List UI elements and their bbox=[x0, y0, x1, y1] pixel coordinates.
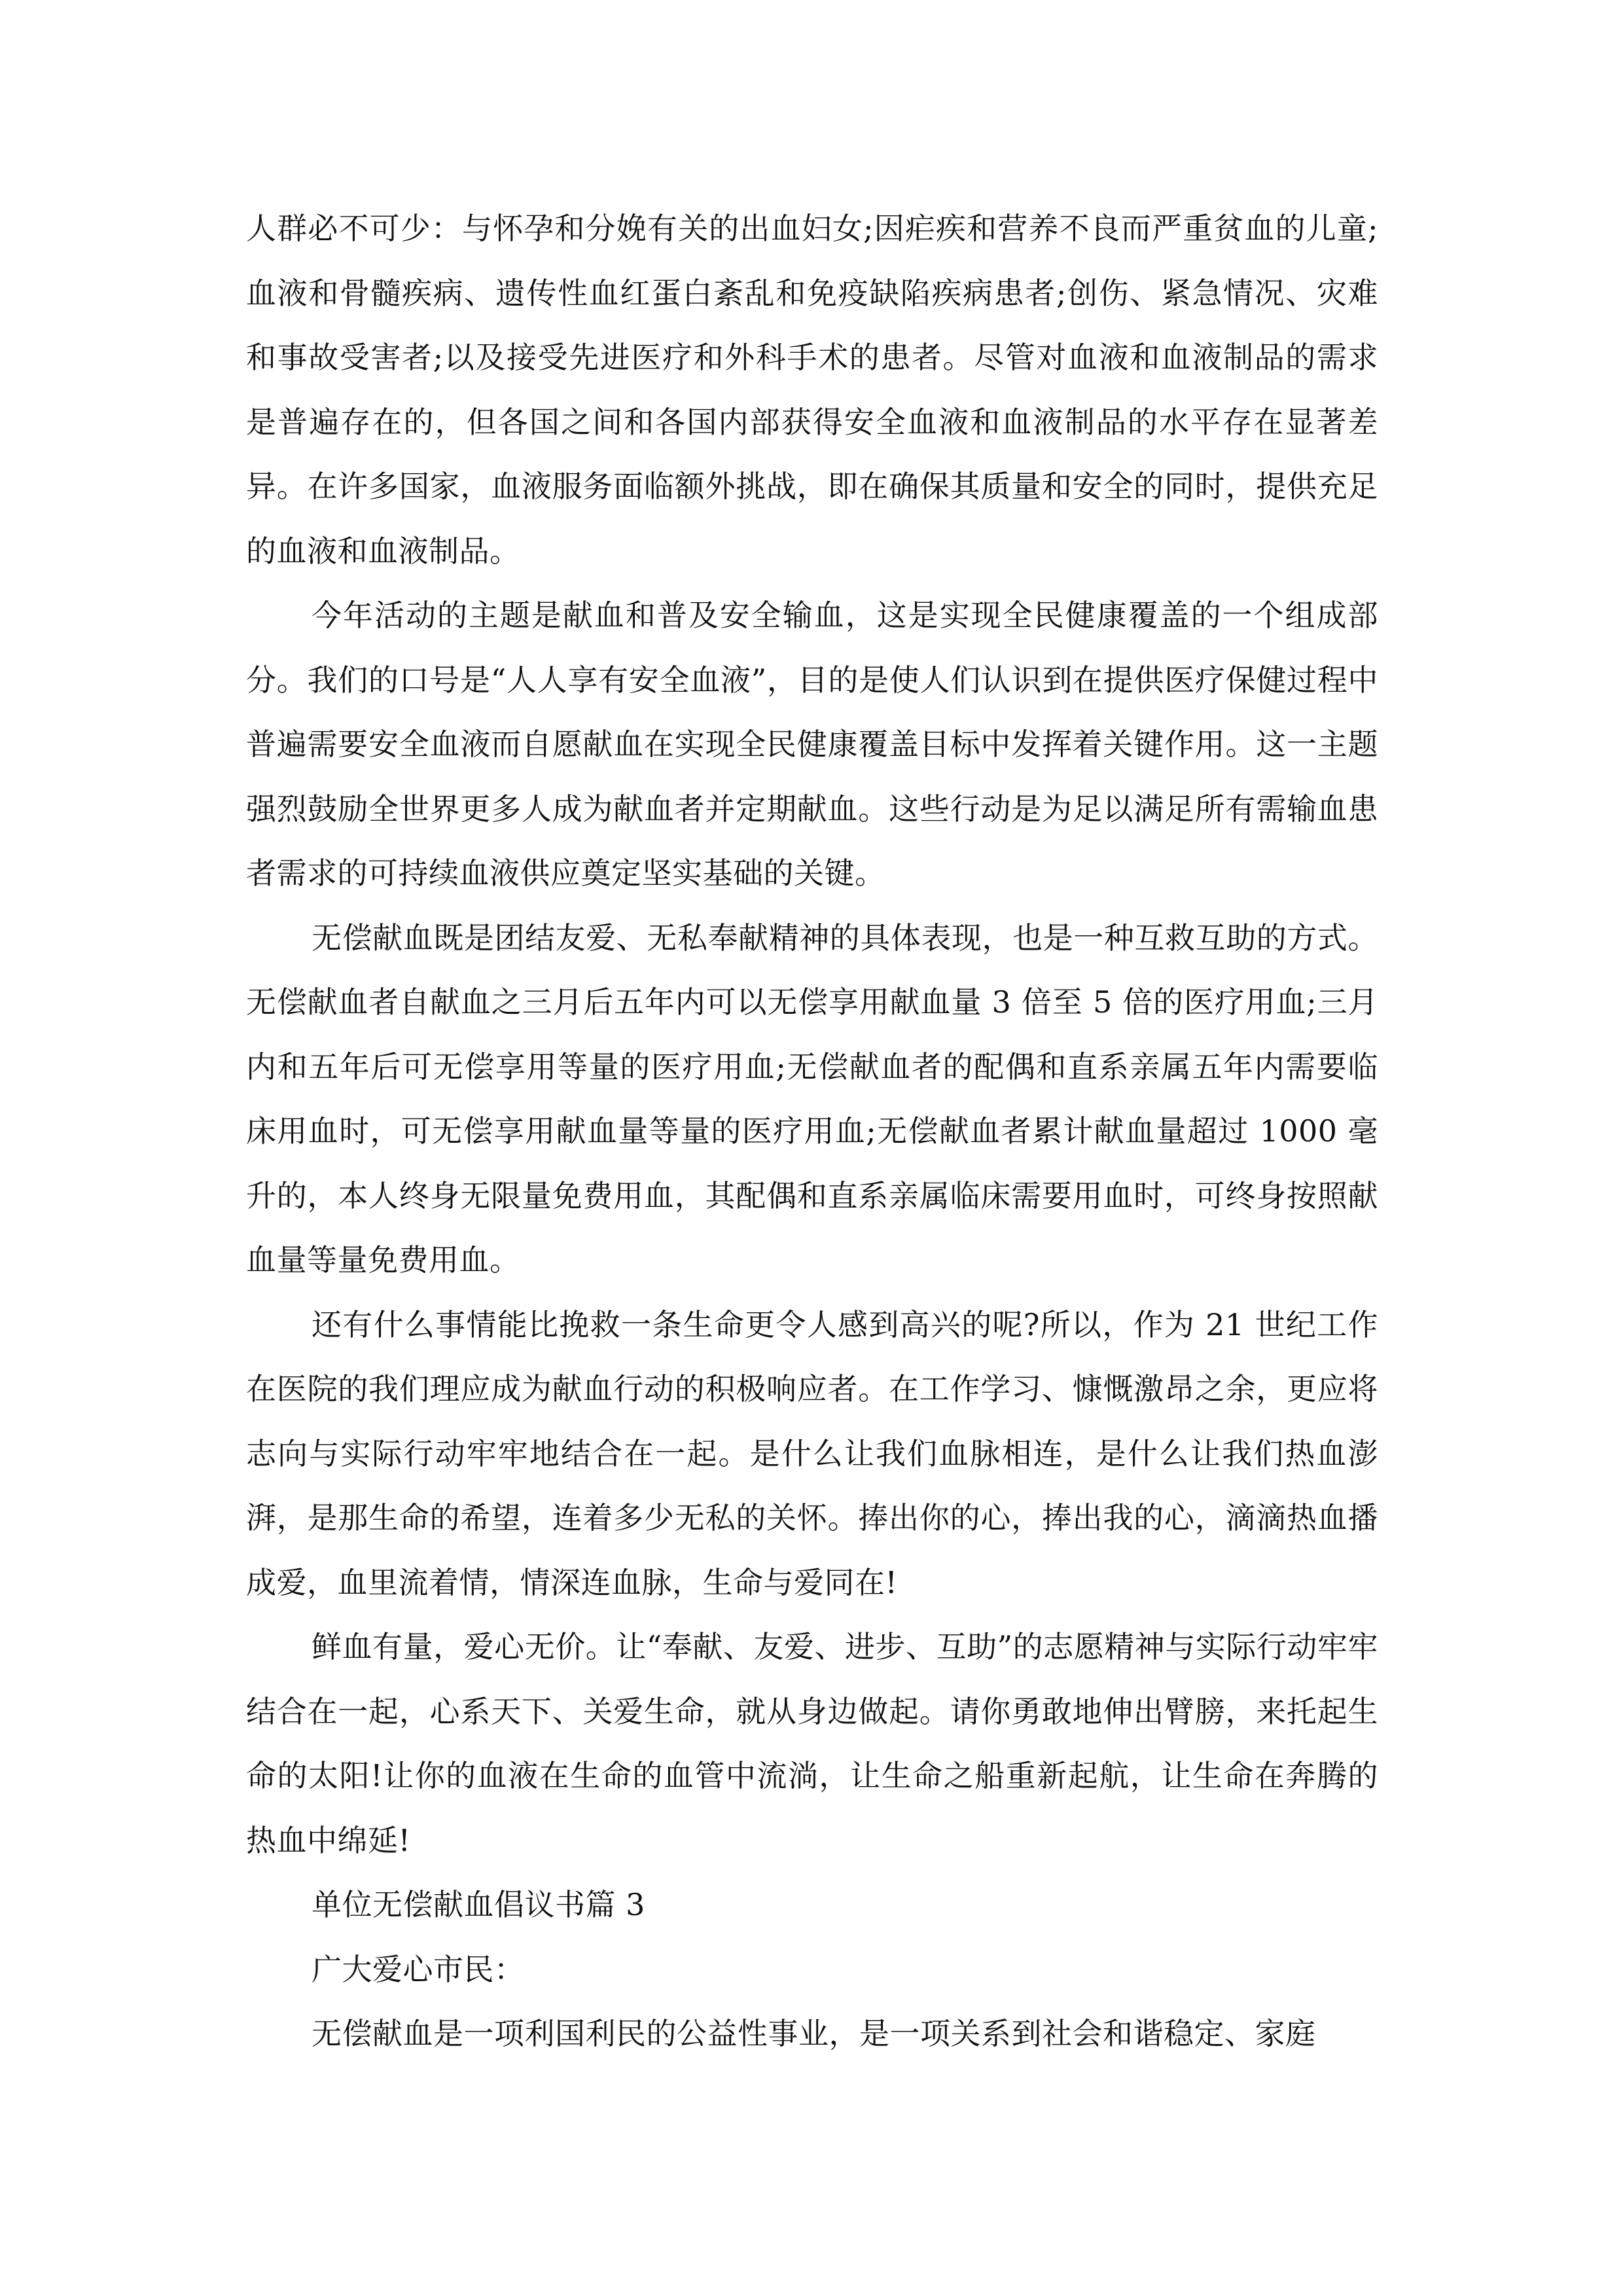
document-page bbox=[246, 196, 1378, 2066]
body-paragraph: 今年活动的主题是献血和普及安全输血，这是实现全民健康覆盖的一个组成部分。我们的口号是“人人享有安全血液”，目的是使人们认识到在提供医疗保健过程中普遍需要安全血液而自愿献血在实现全民健康覆盖目标中发挥着关键作用。这一主题强烈鼓励全世界更多人成为献血者并定期献血。这些行动是为足以满足所有需输血患者需求的可持续血液供应奠定坚实基础的关键。 bbox=[246, 598, 1378, 891]
body-paragraph: 鲜血有量，爱心无价。让“奉献、友爱、进步、互助”的志愿精神与实际行动牢牢结合在一起，心系天下、关爱生命，就从身边做起。请你勇敢地伸出臂膀，来托起生命的太阳!让你的血液在生命的血管中流淌，让生命之船重新起航，让生命在奔腾的热血中绵延! bbox=[246, 1629, 1378, 1858]
body-paragraph: 无偿献血既是团结友爱、无私奉献精神的具体表现，也是一种互救互助的方式。无偿献血者自献血之三月后五年内可以无偿享用献血量 3 倍至 5 倍的医疗用血;三月内和五年后可无偿享用等量的医疗用血;无偿献血者的配偶和直系亲属五年内需要临床用血时，可无偿享用献血量等量的医疗用血;无偿献血者累计献血量超过 1000 毫升的，本人终身无限量免费用血，其配偶和直系亲属临床需要用血时，可终身按照献血量等量免费用血。 bbox=[246, 920, 1378, 1278]
body-paragraph: 无偿献血是一项利国利民的公益性事业，是一项关系到社会和谐稳定、家庭 bbox=[312, 2016, 1316, 2051]
body-paragraph: 人群必不可少：与怀孕和分娩有关的出血妇女;因疟疾和营养不良而严重贫血的儿童;血液和骨髓疾病、遗传性血红蛋白紊乱和免疫缺陷疾病患者;创伤、紧急情况、灾难和事故受害者;以及接受先进医疗和外科手术的患者。尽管对血液和血液制品的需求是普遍存在的，但各国之间和各国内部获得安全血液和血液制品的水平存在显著差异。在许多国家，血液服务面临额外挑战，即在确保其质量和安全的同时，提供充足的血液和血液制品。 bbox=[246, 211, 1378, 569]
section-heading: 单位无偿献血倡议书篇 3 bbox=[312, 1887, 645, 1922]
body-paragraph: 还有什么事情能比挽救一条生命更令人感到高兴的呢?所以，作为 21 世纪工作在医院的我们理应成为献血行动的积极响应者。在工作学习、慷慨激昂之余，更应将志向与实际行动牢牢地结合在一起。是什么让我们血脉相连，是什么让我们热血澎湃，是那生命的希望，连着多少无私的关怀。捧出你的心，捧出我的心，滴滴热血播成爱，血里流着情，情深连血脉，生命与爱同在! bbox=[246, 1306, 1378, 1600]
salutation: 广大爱心市民： bbox=[312, 1951, 525, 1987]
